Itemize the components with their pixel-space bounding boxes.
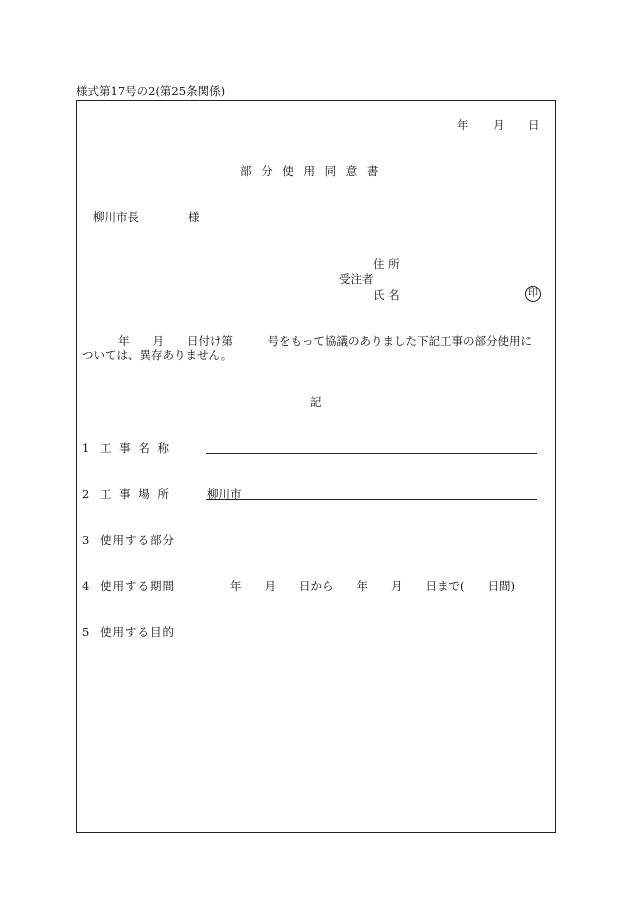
body-line-1: 年 月 日付け第 号をもって協議のありました下記工事の部分使用に [118,334,532,348]
item-3-number: 3 [82,533,90,547]
item-2-value: 柳川市 [207,487,242,501]
item-5-label: 使用する目的 [100,625,175,639]
addressee-honorific: 様 [188,210,200,224]
item-2-number: 2 [82,487,90,501]
date-month: 月 [493,118,505,132]
item-2-underline [206,499,537,500]
item-3-label: 使用する部分 [100,533,175,547]
form-frame [76,100,556,833]
item-2-label: 工 事 場 所 [100,487,171,501]
addressee-name: 柳川市長 [93,210,139,224]
item-4-value: 年 月 日から 年 月 日まで( 日間) [230,579,515,593]
document-title: 部 分 使 用 同 意 書 [240,164,382,178]
ki-heading: 記 [310,395,322,409]
contractor-label: 受注者 [339,272,374,286]
seal-mark: 印 [525,286,541,302]
item-1-underline [206,453,537,454]
item-1-label: 工 事 名 称 [100,441,171,455]
date-day: 日 [528,118,540,132]
item-4-number: 4 [82,579,90,593]
body-line-2: ついては、異存ありません。 [82,348,233,362]
date-year: 年 [457,118,469,132]
address-label: 住 所 [373,257,400,271]
name-label: 氏 名 [373,288,400,302]
item-1-number: 1 [82,441,90,455]
form-label: 様式第17号の2(第25条関係) [76,84,226,98]
item-4-label: 使用する期間 [100,579,175,593]
item-5-number: 5 [82,625,90,639]
